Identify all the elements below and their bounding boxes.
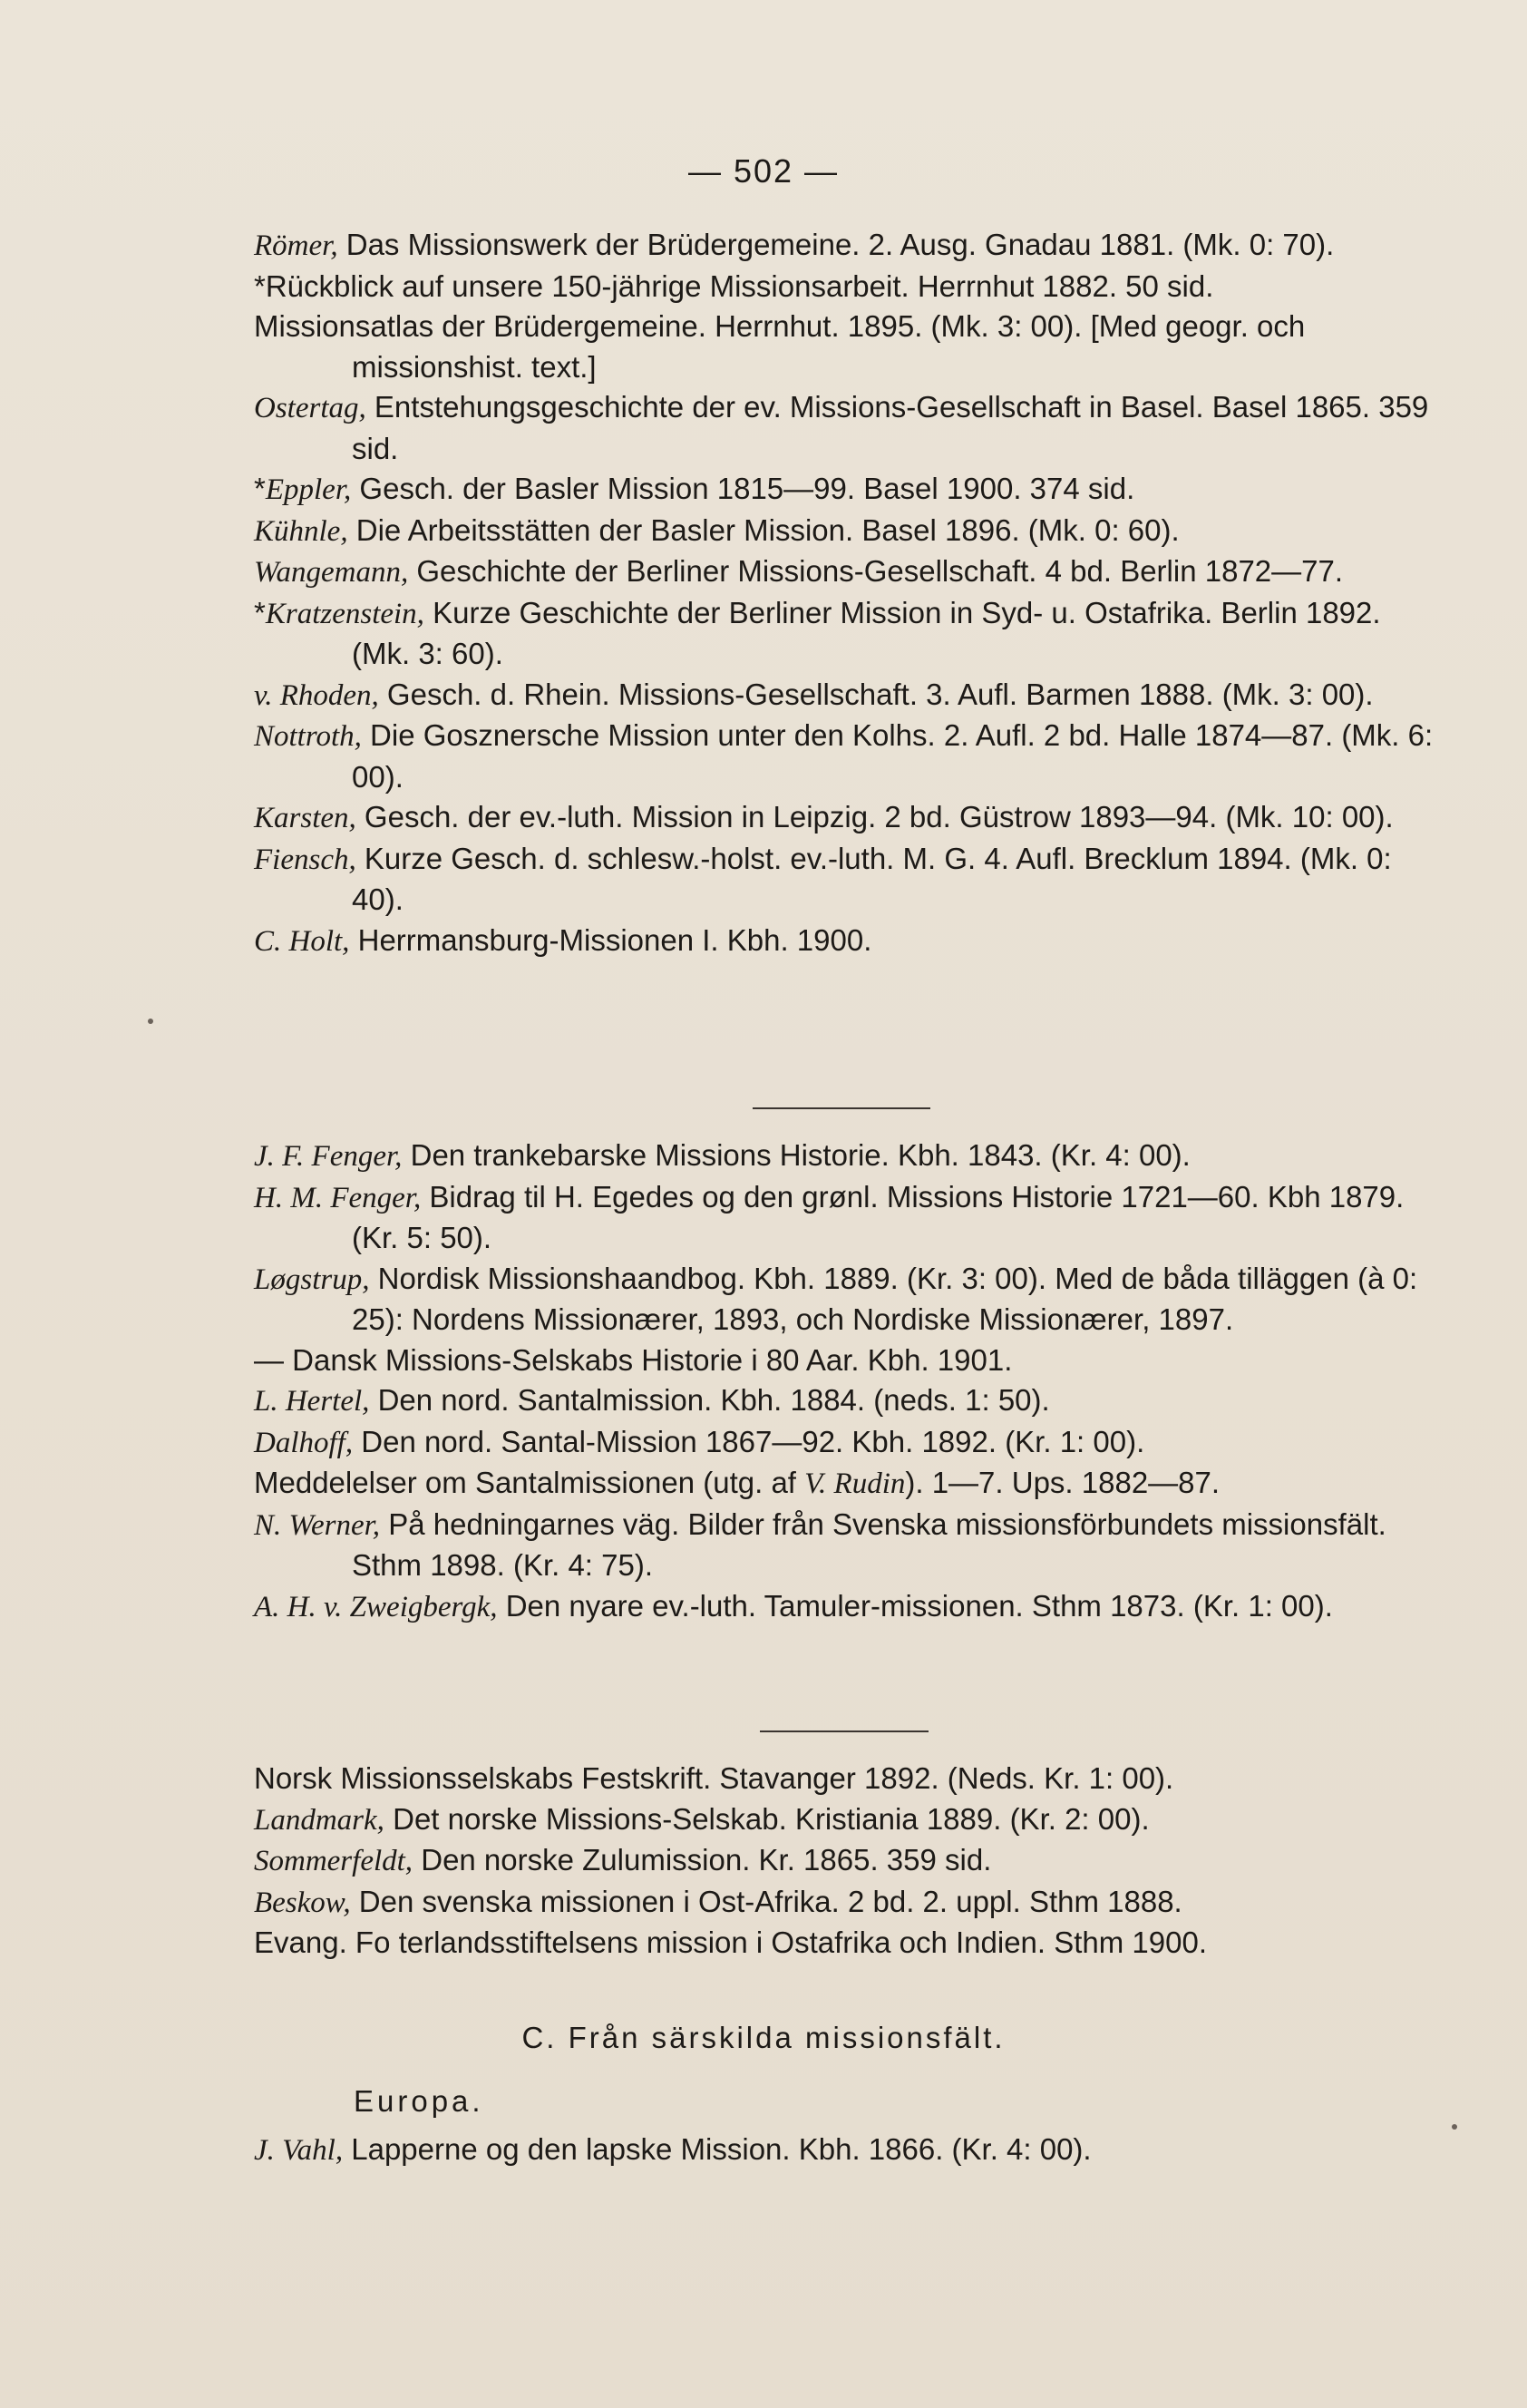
- entry-author: Fiensch,: [254, 843, 356, 876]
- entry-text: Den norske Zulumission. Kr. 1865. 359 sid.: [413, 1843, 992, 1877]
- bibliography-entry: [254, 1759, 1442, 1799]
- entry-author: Ostertag,: [254, 392, 366, 424]
- bibliography-entry: [254, 1136, 1442, 1177]
- bibliography-entry: [254, 1259, 1442, 1340]
- bibliography-section-danish-swedish: [254, 1136, 1442, 1627]
- section-divider: [753, 1107, 930, 1109]
- bibliography-entry: [254, 839, 1442, 921]
- entry-text: Meddelelser om Santalmissionen (utg. af: [254, 1466, 805, 1499]
- entry-text: På hedningarnes väg. Bilder från Svenska missionsförbundets missionsfält. Sthm 1898. (Kr. 4: 75).: [352, 1506, 1386, 1582]
- entry-text: Den nord. Santal-Mission 1867—92. Kbh. 1892. (Kr. 1: 00).: [353, 1424, 1145, 1458]
- entry-text: Die Arbeitsstätten der Basler Mission. Basel 1896. (Mk. 0: 60).: [347, 512, 1180, 547]
- bibliography-entry: [254, 716, 1442, 797]
- entry-author: Landmark,: [254, 1803, 384, 1837]
- bibliography-entry: [254, 921, 1442, 962]
- entry-text: Den nord. Santalmission. Kbh. 1884. (neds. 1: 50).: [369, 1383, 1050, 1417]
- entry-text: Entstehungsgeschichte der ev. Missions-Gesellschaft in Basel. Basel 1865. 359 sid.: [352, 390, 1429, 465]
- entry-author: Karsten,: [254, 802, 356, 834]
- entry-text: Kurze Gesch. d. schlesw.-holst. ev.-luth. M. G. 4. Aufl. Brecklum 1894. (Mk. 0: 40).: [352, 841, 1392, 916]
- bibliography-entry: [254, 593, 1442, 675]
- entry-text: Nordisk Missionshaandbog. Kbh. 1889. (Kr. 3: 00). Med de båda tilläggen (à 0: 25): Nordens Missionærer, 1893, och Nordiske Missionærer, 1897.: [352, 1261, 1418, 1336]
- entry-text: *Rückblick auf unsere 150-jährige Missionsarbeit. Herrnhut 1882. 50 sid.: [254, 268, 1214, 303]
- entry-text: Das Missionswerk der Brüdergemeine. 2. Ausg. Gnadau 1881. (Mk. 0: 70).: [337, 228, 1335, 261]
- entry-author: Nottroth,: [254, 720, 362, 753]
- entry-text-after: ). 1—7. Ups. 1882—87.: [905, 1466, 1221, 1499]
- entry-author: J. Vahl,: [254, 2134, 344, 2167]
- entry-author: Dalhoff,: [254, 1426, 354, 1459]
- section-heading: C. Från särskilda missionsfält.: [521, 2021, 1006, 2054]
- entry-author: J. F. Fenger,: [254, 1140, 403, 1173]
- bibliography-entry: [254, 511, 1442, 552]
- bibliography-entry: [254, 387, 1442, 469]
- bibliography-entry: [254, 797, 1442, 839]
- entry-text: Norsk Missionsselskabs Festskrift. Stavanger 1892. (Neds. Kr. 1: 00).: [254, 1761, 1174, 1795]
- bibliography-entry: [254, 1340, 1442, 1381]
- entry-author: C. Holt,: [254, 924, 350, 958]
- entry-author: L. Hertel,: [254, 1385, 370, 1418]
- entry-text: Kurze Geschichte der Berliner Mission in Syd- u. Ostafrika. Berlin 1892. (Mk. 3: 60).: [352, 595, 1381, 670]
- entry-author: Eppler,: [265, 473, 352, 506]
- section-divider: [760, 1730, 929, 1732]
- bibliography-entry: [254, 469, 1442, 511]
- paper-speck: [1452, 2124, 1457, 2130]
- entry-author: Kratzenstein,: [265, 597, 424, 630]
- entry-author: Beskow,: [254, 1886, 351, 1919]
- bibliography-entry: [254, 1840, 1442, 1882]
- paper-speck: [148, 1019, 153, 1024]
- entry-text: Evang. Fo terlandsstiftelsens mission i Ostafrika och Indien. Sthm 1900.: [254, 1925, 1208, 1959]
- bibliography-entry: [254, 1882, 1442, 1924]
- entry-text: Det norske Missions-Selskab. Kristiania 1889. (Kr. 2: 00).: [384, 1801, 1150, 1836]
- entry-text: Den nyare ev.-luth. Tamuler-missionen. Sthm 1873. (Kr. 1: 00).: [497, 1588, 1333, 1623]
- entry-text: — Dansk Missions-Selskabs Historie i 80 Aar. Kbh. 1901.: [254, 1342, 1013, 1377]
- entry-author: Kühnle,: [254, 514, 348, 548]
- entry-text: Die Gosznersche Mission unter den Kolhs. 2. Aufl. 2 bd. Halle 1874—87. (Mk. 6: 00).: [352, 718, 1434, 794]
- bibliography-entry: [254, 1463, 1442, 1505]
- bibliography-section-german: [254, 225, 1442, 961]
- bibliography-entry: [254, 225, 1442, 267]
- bibliography-entry: [254, 675, 1442, 717]
- entry-author: v. Rhoden,: [254, 678, 379, 712]
- entry-text: Missionsatlas der Brüdergemeine. Herrnhut. 1895. (Mk. 3: 00). [Med geogr. och missionshist. text.]: [254, 309, 1306, 384]
- entry-text: Lapperne og den lapske Mission. Kbh. 1866. (Kr. 4: 00).: [343, 2132, 1092, 2166]
- region-heading: Europa.: [354, 2084, 484, 2118]
- bibliography-entry: [254, 1380, 1442, 1422]
- entry-text: Den trankebarske Missions Historie. Kbh. 1843. (Kr. 4: 00).: [402, 1138, 1191, 1172]
- entry-prefix: *: [254, 472, 266, 505]
- bibliography-entry: [254, 1505, 1442, 1586]
- entry-text: Den svenska missionen i Ost-Afrika. 2 bd. 2. uppl. Sthm 1888.: [350, 1884, 1182, 1918]
- entry-text: Geschichte der Berliner Missions-Gesellschaft. 4 bd. Berlin 1872—77.: [408, 554, 1344, 588]
- entry-author: Sommerfeldt,: [254, 1845, 413, 1877]
- entry-text: Gesch. d. Rhein. Missions-Gesellschaft. 3. Aufl. Barmen 1888. (Mk. 3: 00).: [378, 677, 1374, 711]
- entry-text: Bidrag til H. Egedes og den grønl. Missions Historie 1721—60. Kbh 1879. (Kr. 5: 50).: [352, 1179, 1405, 1254]
- bibliography-section-norwegian: [254, 1759, 1442, 1964]
- entry-text: Herrmansburg-Missionen I. Kbh. 1900.: [349, 922, 872, 957]
- entry-author: Løgstrup,: [254, 1262, 370, 1296]
- bibliography-entry: [254, 307, 1442, 387]
- entry-author: H. M. Fenger,: [254, 1181, 422, 1214]
- bibliography-entry: [254, 1422, 1442, 1464]
- entry-author: A. H. v. Zweigbergk,: [254, 1590, 498, 1623]
- bibliography-section-europe: [254, 2130, 1442, 2171]
- bibliography-entry: [254, 267, 1442, 307]
- bibliography-entry: [254, 1177, 1442, 1259]
- bibliography-entry: [254, 1923, 1442, 1964]
- entry-author: N. Werner,: [254, 1508, 381, 1542]
- bibliography-entry: [254, 551, 1442, 593]
- entry-text: Gesch. der ev.-luth. Mission in Leipzig. 2 bd. Güstrow 1893—94. (Mk. 10: 00).: [355, 800, 1394, 834]
- entry-text: Gesch. der Basler Mission 1815—99. Basel 1900. 374 sid.: [351, 472, 1135, 505]
- page-number: — 502 —: [687, 152, 840, 190]
- bibliography-entry: [254, 1586, 1442, 1628]
- bibliography-entry: [254, 1799, 1442, 1841]
- entry-author: Römer,: [254, 229, 338, 262]
- entry-prefix: *: [254, 595, 266, 629]
- entry-inline-author: V. Rudin: [804, 1467, 906, 1500]
- entry-author: Wangemann,: [254, 556, 409, 589]
- bibliography-entry: [254, 2130, 1442, 2171]
